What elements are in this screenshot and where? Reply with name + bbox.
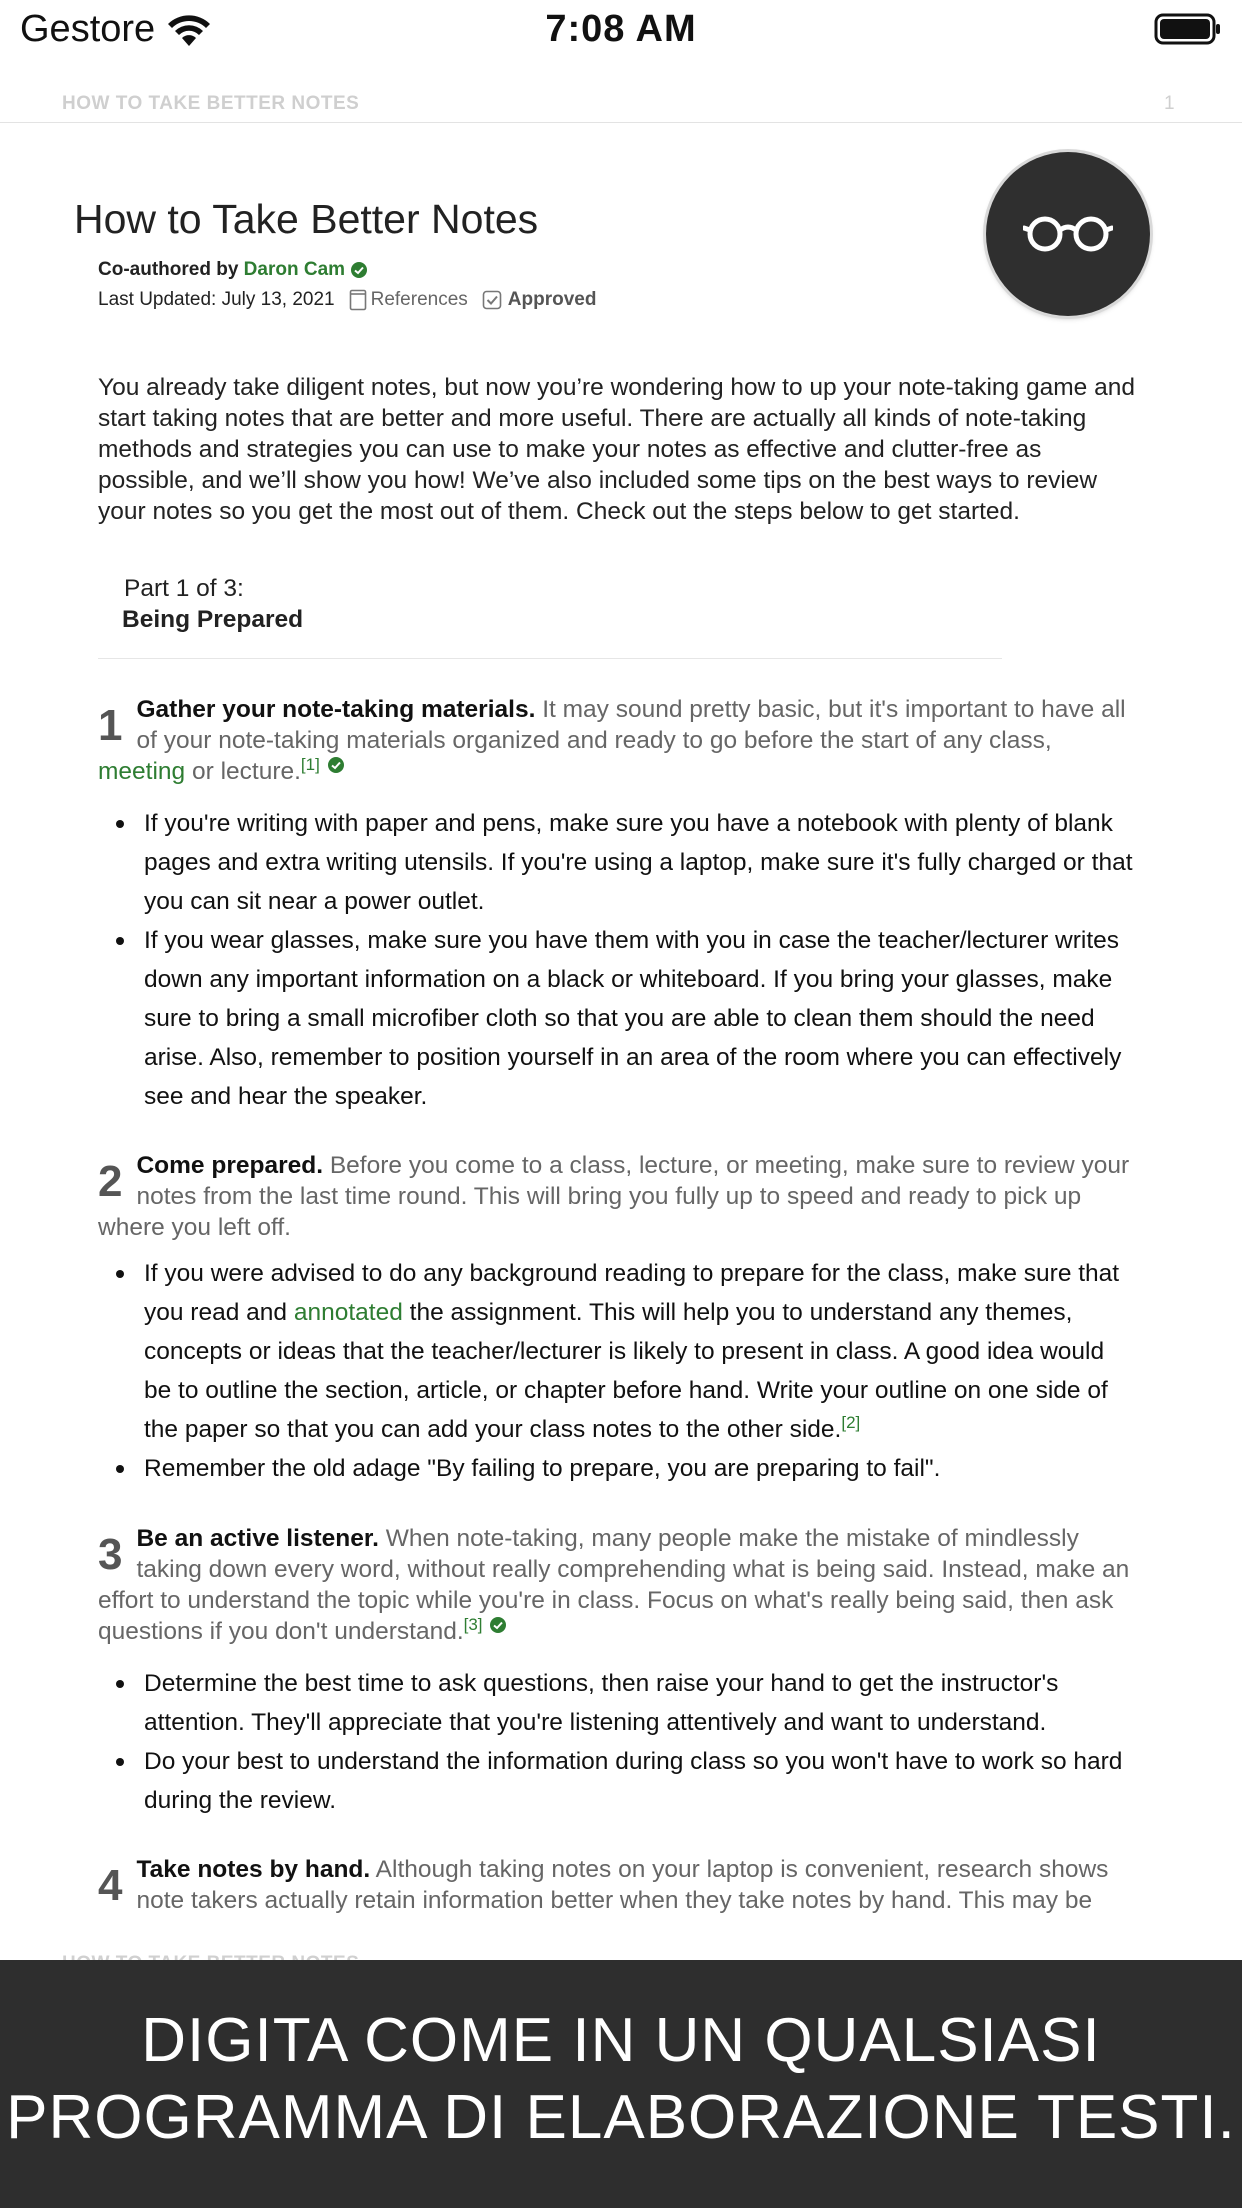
banner-line-2: PROGRAMMA DI ELABORAZIONE TESTI.: [6, 2083, 1236, 2152]
step-heading: Be an active listener.: [136, 1525, 379, 1552]
reference-link[interactable]: [2]: [841, 1412, 861, 1432]
step-body-end: or lecture.: [185, 758, 301, 785]
banner-line-1: DIGITA COME IN UN QUALSIASI: [141, 2006, 1101, 2075]
document-icon: [349, 289, 367, 311]
page-number: 1: [1164, 93, 1175, 114]
approved-badge: Approved: [507, 289, 597, 310]
step-1: [98, 694, 1138, 787]
battery-icon: [1154, 12, 1222, 46]
list-item: [98, 1254, 1138, 1449]
annotated-link[interactable]: annotated: [293, 1299, 403, 1326]
bullet-text-end: the assignment. This will help you to understand any themes, concepts or ideas that the teacher/lecturer is likely to present in class. A good idea would be to outline the section, article, or chapter before hand. Write your outline on one side of the paper so that you can add your class notes to the other side.: [144, 1299, 1108, 1443]
last-updated: Last Updated: July 13, 2021: [98, 289, 335, 310]
part-divider: [98, 658, 1002, 659]
article-meta: [98, 289, 596, 311]
part-title: Being Prepared: [122, 606, 304, 633]
reference-link[interactable]: [1]: [300, 754, 320, 774]
author-link[interactable]: Daron Cam: [243, 259, 346, 280]
verified-check-icon: [327, 756, 345, 774]
step-body: When note-taking, many people make the mistake of mindlessly taking down every word, without really comprehending what is being said. Instead, make an effort to understand the topic while you're in class. Focus on what's really being said, then ask questions if you don't understand.: [98, 1525, 1130, 1645]
step-heading: Come prepared.: [136, 1152, 324, 1179]
step-2: [98, 1150, 1138, 1243]
part-heading: [124, 573, 303, 635]
step-body: It may sound pretty basic, but it's important to have all of your note-taking materials organized and ready to go before the start of any class,: [136, 696, 1126, 754]
list-item: Do your best to understand the information during class so you won't have to work so hard during the review.: [98, 1742, 1138, 1820]
verified-check-icon: [489, 1616, 507, 1634]
article-title: How to Take Better Notes: [74, 196, 539, 242]
bullet-text: If you were advised to do any background reading to prepare for the class, make sure that you read and: [144, 1260, 1120, 1326]
step-body: Although taking notes on your laptop is convenient, research shows note takers actually retain information better when they take notes by hand. This may be: [136, 1856, 1109, 1914]
step-number: 4: [98, 1861, 123, 1910]
intro-paragraph: You already take diligent notes, but now you’re wondering how to up your note-taking game and start taking notes that are better and more useful. There are actually all kinds of note-taking methods and strategies you can use to make your notes as effective and clutter-free as possible, and we’ll show you how! We’ve also included some tips on the best ways to review your notes so you get the most out of them. Check out the steps below to get started.: [98, 374, 1135, 525]
step-3-tips: [98, 1664, 1138, 1820]
step-number: 1: [98, 701, 123, 750]
header-divider: [0, 122, 1242, 123]
running-header-title: HOW TO TAKE BETTER NOTES: [62, 93, 360, 114]
step-heading: Take notes by hand.: [136, 1856, 371, 1883]
list-item: Determine the best time to ask questions, then raise your hand to get the instructor's attention. They'll appreciate that you're listening attentively and want to understand.: [98, 1664, 1138, 1742]
step-number: 2: [98, 1157, 123, 1206]
step-heading: Gather your note-taking materials.: [136, 696, 536, 723]
list-item: If you wear glasses, make sure you have them with you in case the teacher/lecturer writes down any important information on a black or whiteboard. If you bring your glasses, make sure to bring a small microfiber cloth so that you are able to clean them should the need arise. Also, remember to position yourself in an area of the room where you can effectively see and hear the speaker.: [98, 921, 1138, 1116]
references-link[interactable]: References: [370, 289, 468, 310]
checkbox-icon: [482, 290, 502, 310]
part-label: Part 1 of 3:: [124, 575, 244, 602]
verified-check-icon: [350, 261, 368, 279]
meeting-link[interactable]: meeting: [98, 758, 186, 785]
step-1-tips: [98, 804, 1138, 1116]
glasses-icon: [1023, 210, 1113, 258]
promo-banner: [0, 1960, 1242, 2208]
reader-mode-button[interactable]: [986, 152, 1150, 316]
step-number: 3: [98, 1530, 123, 1579]
reference-link[interactable]: [3]: [463, 1614, 483, 1634]
step-2-tips: [98, 1254, 1138, 1488]
list-item: If you're writing with paper and pens, make sure you have a notebook with plenty of blank pages and extra writing utensils. If you're using a laptop, make sure it's fully charged or that you can sit near a power outlet.: [98, 804, 1138, 921]
list-item: Remember the old adage "By failing to prepare, you are preparing to fail".: [98, 1449, 1138, 1488]
byline: [98, 259, 368, 281]
step-body: Before you come to a class, lecture, or meeting, make sure to review your notes from the last time round. This will bring you fully up to speed and ready to pick up where you left off.: [98, 1152, 1130, 1241]
carrier-name: Gestore: [20, 8, 156, 50]
byline-prefix: Co-authored by: [98, 259, 239, 280]
status-bar: [0, 0, 1242, 62]
step-3: [98, 1523, 1138, 1647]
status-time: 7:08 AM: [545, 8, 697, 50]
step-4: [98, 1854, 1138, 1916]
